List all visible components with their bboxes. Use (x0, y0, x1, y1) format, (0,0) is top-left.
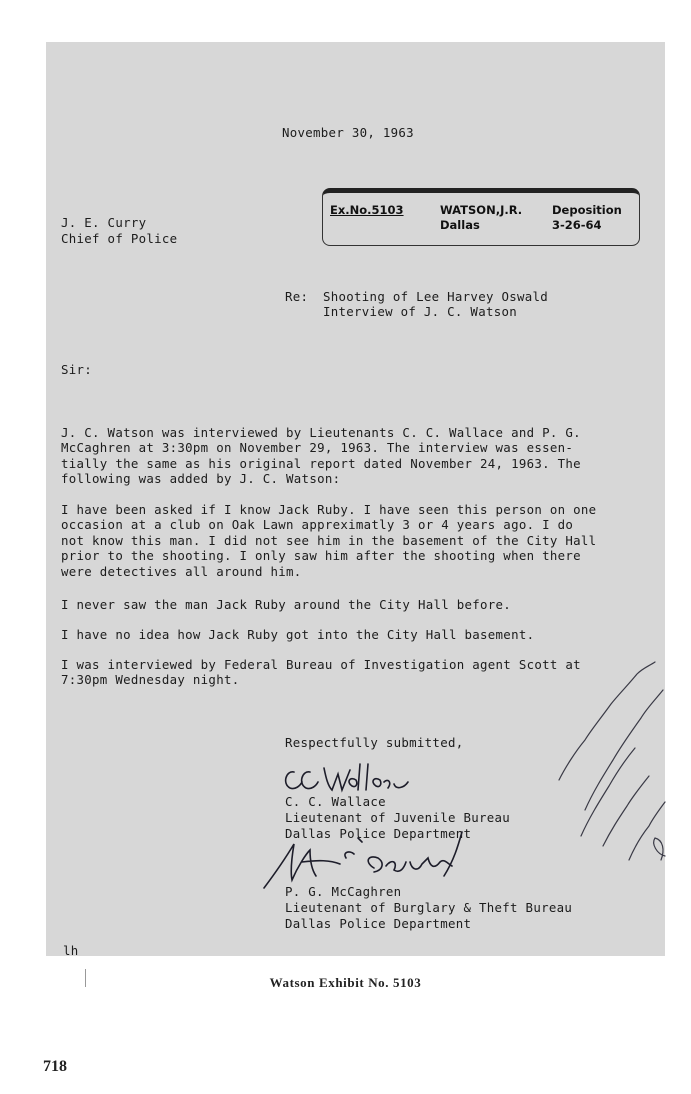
paragraph-line: occasion at a club on Oak Lawn appreximatly 3 or 4 years ago. I do (61, 517, 574, 533)
stamp-name: WATSON,J.R. (440, 203, 523, 217)
paragraph-line: tially the same as his original report dated November 24, 1963. The (61, 455, 581, 471)
salutation: Sir: (61, 362, 93, 377)
paragraph-line: I have been asked if I know Jack Ruby. I have seen this person on one (61, 502, 597, 517)
paragraph-5 (61, 657, 581, 688)
signer2-name: P. G. McCaghren (285, 884, 402, 899)
signer2-title: Lieutenant of Burglary & Theft Bureau (285, 900, 573, 915)
paragraph-4: I have no idea how Jack Ruby got into the City Hall basement. (61, 627, 535, 642)
addressee-title: Chief of Police (61, 231, 178, 246)
stamp-exhibit-number: Ex.No.5103 (330, 203, 404, 217)
paragraph-line: not know this man. I did not see him in the basement of the City Hall (61, 532, 597, 548)
closing: Respectfully submitted, (285, 735, 464, 750)
exhibit-stamp (322, 188, 640, 246)
signer1-department: Dallas Police Department (285, 826, 472, 841)
paragraph-line: were detectives all around him. (61, 563, 302, 579)
paragraph-line: following was added by J. C. Watson: (61, 471, 341, 487)
paragraph-line: McCaghren at 3:30pm on November 29, 1963. The interview was essen- (61, 440, 574, 456)
paragraph-line: prior to the shooting. I only saw him after the shooting when there (61, 548, 581, 564)
letter-date: November 30, 1963 (282, 125, 414, 140)
re-subject: Shooting of Lee Harvey Oswald (323, 289, 549, 304)
paragraph-2 (61, 502, 596, 579)
paragraph-line: J. C. Watson was interviewed by Lieutenants C. C. Wallace and P. G. (61, 425, 581, 440)
stamp-city: Dallas (440, 218, 480, 232)
paragraph-line: 7:30pm Wednesday night. (61, 672, 240, 688)
stamp-type: Deposition (552, 203, 622, 217)
signer1-name: C. C. Wallace (285, 794, 386, 809)
exhibit-caption: Watson Exhibit No. 5103 (269, 975, 422, 990)
handwritten-margin-note (545, 660, 675, 870)
addressee-name: J. E. Curry (61, 215, 147, 230)
signer1-title: Lieutenant of Juvenile Bureau (285, 810, 511, 825)
paragraph-3: I never saw the man Jack Ruby around the City Hall before. (61, 597, 512, 612)
stamp-date: 3-26-64 (552, 218, 602, 232)
paragraph-1 (61, 425, 581, 487)
paragraph-line: I was interviewed by Federal Bureau of Investigation agent Scott at (61, 657, 581, 672)
re-label: Re: (285, 289, 309, 304)
signer2-department: Dallas Police Department (285, 916, 472, 931)
typist-initials: lh (63, 943, 79, 958)
re-interview: Interview of J. C. Watson (323, 304, 517, 319)
page-number: 718 (43, 1058, 67, 1075)
